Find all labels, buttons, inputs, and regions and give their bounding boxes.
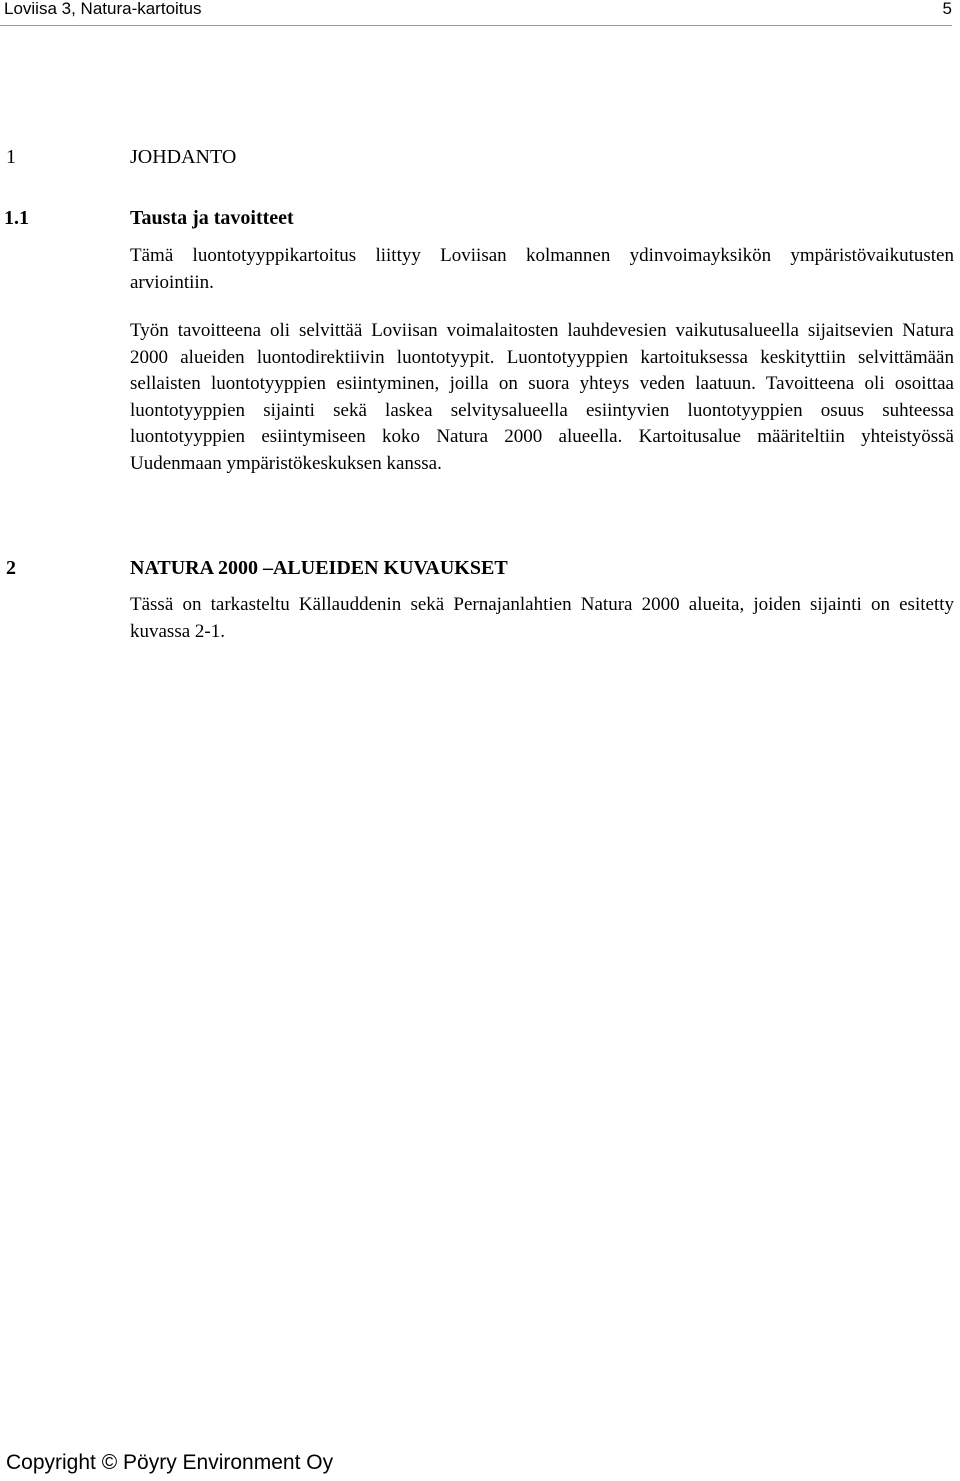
heading-number: 2 bbox=[6, 557, 16, 579]
header-divider bbox=[0, 25, 952, 26]
paragraph-objectives: Työn tavoitteena oli selvittää Loviisan voimalaitosten lauhdevesien vaikutusalueella sijaitsevien Natura 2000 alueiden luontodirektiivin luontotyypit. Luontotyyppien kartoituksessa keskityttiin selvittämään sellaisten luontotyyppien esiintyminen, joilla on suora yhteys veden laatuun. Tavoitteena oli osoittaa luontotyyppien sijainti sekä laskea selvitysalueella esiintyvien luontotyyppien osuus suhteessa luontotyyppien esiintymiseen koko Natura 2000 alueella. Kartoitusalue määriteltiin yhteistyössä Uudenmaan ympäristökeskuksen kanssa. bbox=[130, 320, 954, 474]
heading-title: Tausta ja tavoitteet bbox=[130, 207, 294, 229]
heading-title: NATURA 2000 –ALUEIDEN KUVAUKSET bbox=[130, 557, 508, 579]
heading-number: 1.1 bbox=[4, 207, 29, 229]
page-header bbox=[0, 0, 960, 26]
header-document-title: Loviisa 3, Natura-kartoitus bbox=[4, 0, 202, 18]
page-footer-copyright: Copyright © Pöyry Environment Oy bbox=[6, 1451, 334, 1474]
heading-title: JOHDANTO bbox=[130, 146, 237, 168]
header-page-number: 5 bbox=[942, 0, 952, 18]
paragraph-natura-areas: Tässä on tarkasteltu Källauddenin sekä Pernajanlahtien Natura 2000 alueita, joiden sijainti on esitetty kuvassa 2-1. bbox=[130, 594, 954, 642]
paragraph-intro: Tämä luontotyyppikartoitus liittyy Loviisan kolmannen ydinvoimayksikön ympäristövaikutusten arviointiin. bbox=[130, 245, 954, 293]
heading-number: 1 bbox=[6, 146, 16, 168]
